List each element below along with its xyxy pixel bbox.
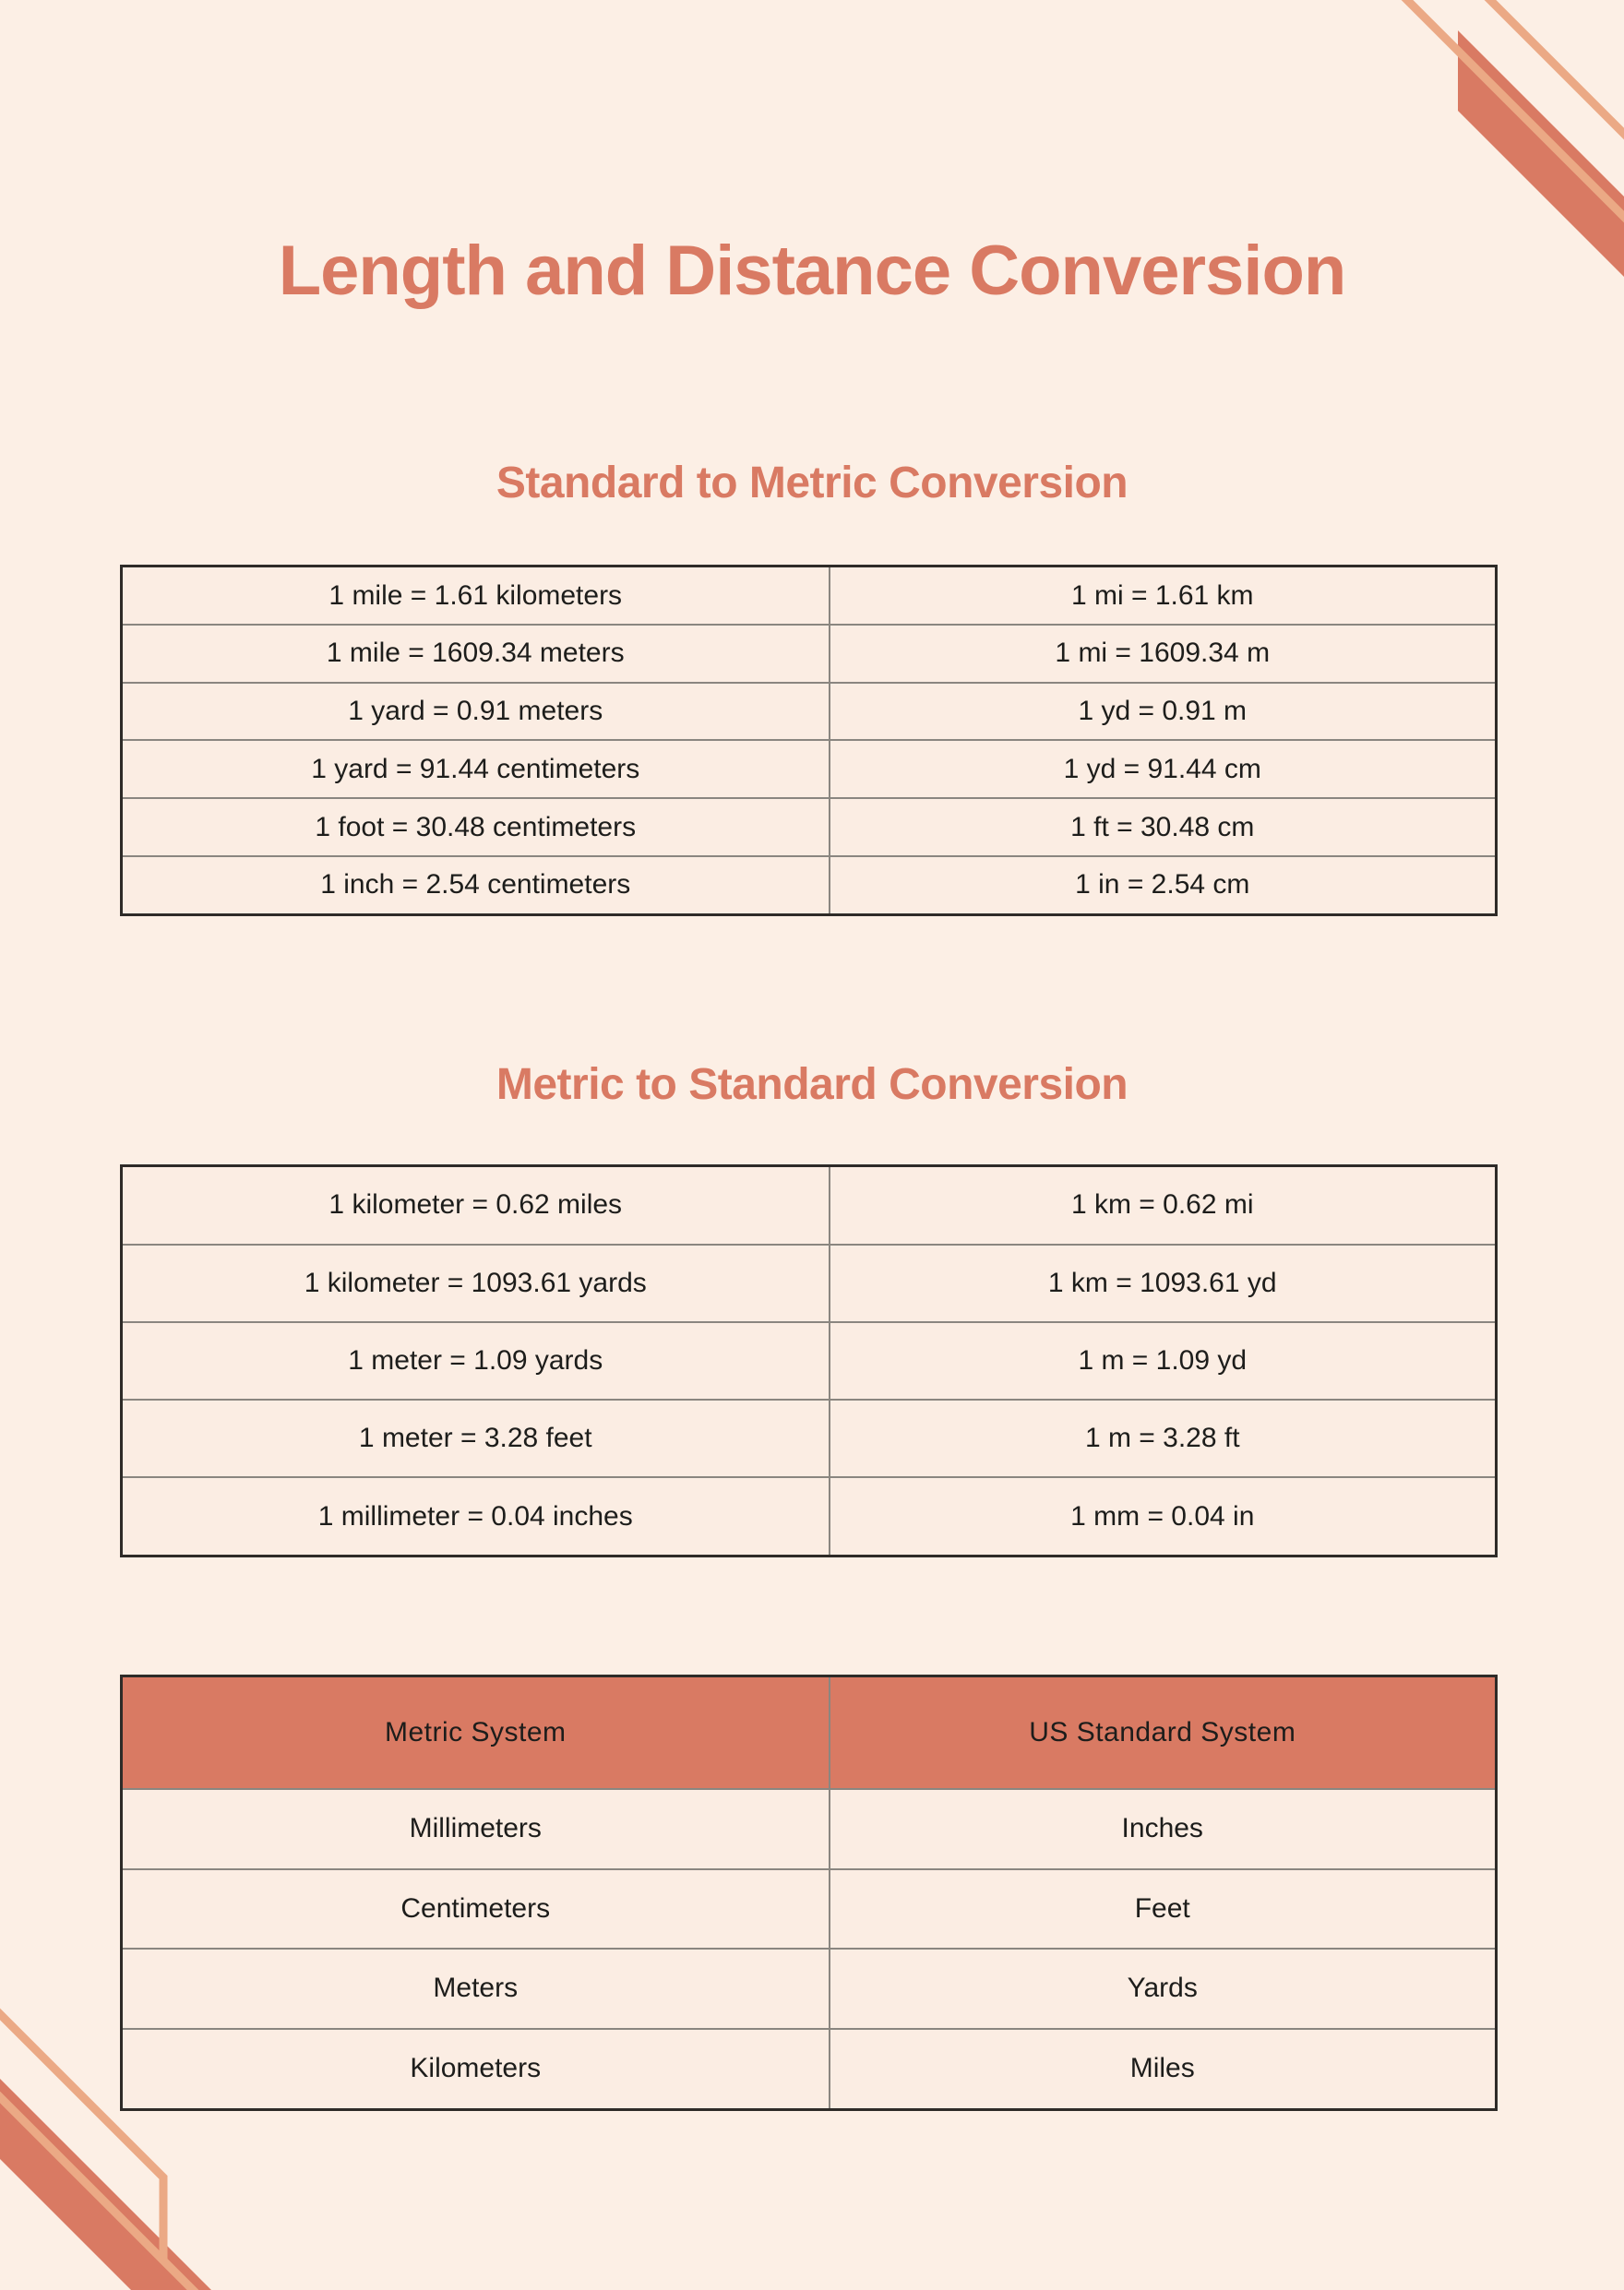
table-cell-left: 1 kilometer = 1093.61 yards [122,1245,830,1322]
section-heading-metric-to-standard: Metric to Standard Conversion [496,1060,1128,1109]
column-header-us-standard-system: US Standard System [830,1676,1497,1790]
section-heading-standard-to-metric: Standard to Metric Conversion [496,459,1128,507]
table-row [122,683,1497,741]
standard-to-metric-table [120,565,1498,916]
table-cell-right: 1 mi = 1.61 km [830,567,1497,626]
table-cell-right: Feet [830,1869,1497,1950]
table-cell-right: Miles [830,2029,1497,2110]
table-cell-left: Millimeters [122,1789,830,1869]
table-cell-right: 1 mi = 1609.34 m [830,625,1497,683]
table-cell-left: 1 meter = 1.09 yards [122,1322,830,1400]
table-cell-left: 1 kilometer = 0.62 miles [122,1166,830,1245]
column-header-metric-system: Metric System [122,1676,830,1790]
table-cell-right: 1 yd = 0.91 m [830,683,1497,741]
table-row [122,740,1497,798]
table-cell-right: Inches [830,1789,1497,1869]
table-cell-left: 1 meter = 3.28 feet [122,1400,830,1477]
table-cell-right: 1 km = 1093.61 yd [830,1245,1497,1322]
table-row [122,1477,1497,1556]
table-cell-right: 1 m = 3.28 ft [830,1400,1497,1477]
table-cell-left: Centimeters [122,1869,830,1950]
table-cell-right: 1 in = 2.54 cm [830,856,1497,915]
table-cell-right: 1 ft = 30.48 cm [830,798,1497,856]
table-cell-left: 1 yard = 91.44 centimeters [122,740,830,798]
table-cell-left: 1 mile = 1.61 kilometers [122,567,830,626]
table-cell-left: 1 millimeter = 0.04 inches [122,1477,830,1556]
table-row [122,1245,1497,1322]
table-row [122,856,1497,915]
table-cell-right: 1 yd = 91.44 cm [830,740,1497,798]
table-row [122,1949,1497,2029]
table-row [122,1322,1497,1400]
table-row [122,2029,1497,2110]
table-header-row [122,1676,1497,1790]
page-title: Length and Distance Conversion [278,232,1346,310]
table-row [122,1400,1497,1477]
top-right-ribbon-inner-stripe [1398,0,1624,226]
table-row [122,1869,1497,1950]
table-cell-right: 1 km = 0.62 mi [830,1166,1497,1245]
table-row [122,625,1497,683]
table-cell-left: 1 foot = 30.48 centimeters [122,798,830,856]
top-right-ribbon-outer-stripe [1481,0,1624,143]
table-cell-left: 1 mile = 1609.34 meters [122,625,830,683]
system-comparison-table [120,1675,1498,2111]
table-cell-left: Meters [122,1949,830,2029]
table-row [122,798,1497,856]
bottom-left-ribbon-inner-stripe [0,2088,202,2290]
metric-to-standard-table [120,1164,1498,1557]
table-row [122,1166,1497,1245]
table-cell-right: Yards [830,1949,1497,2029]
table-cell-left: 1 yard = 0.91 meters [122,683,830,741]
table-cell-right: 1 mm = 0.04 in [830,1477,1497,1556]
table-cell-left: Kilometers [122,2029,830,2110]
table-row [122,1789,1497,1869]
table-cell-right: 1 m = 1.09 yd [830,1322,1497,1400]
table-row [122,567,1497,626]
table-cell-left: 1 inch = 2.54 centimeters [122,856,830,915]
